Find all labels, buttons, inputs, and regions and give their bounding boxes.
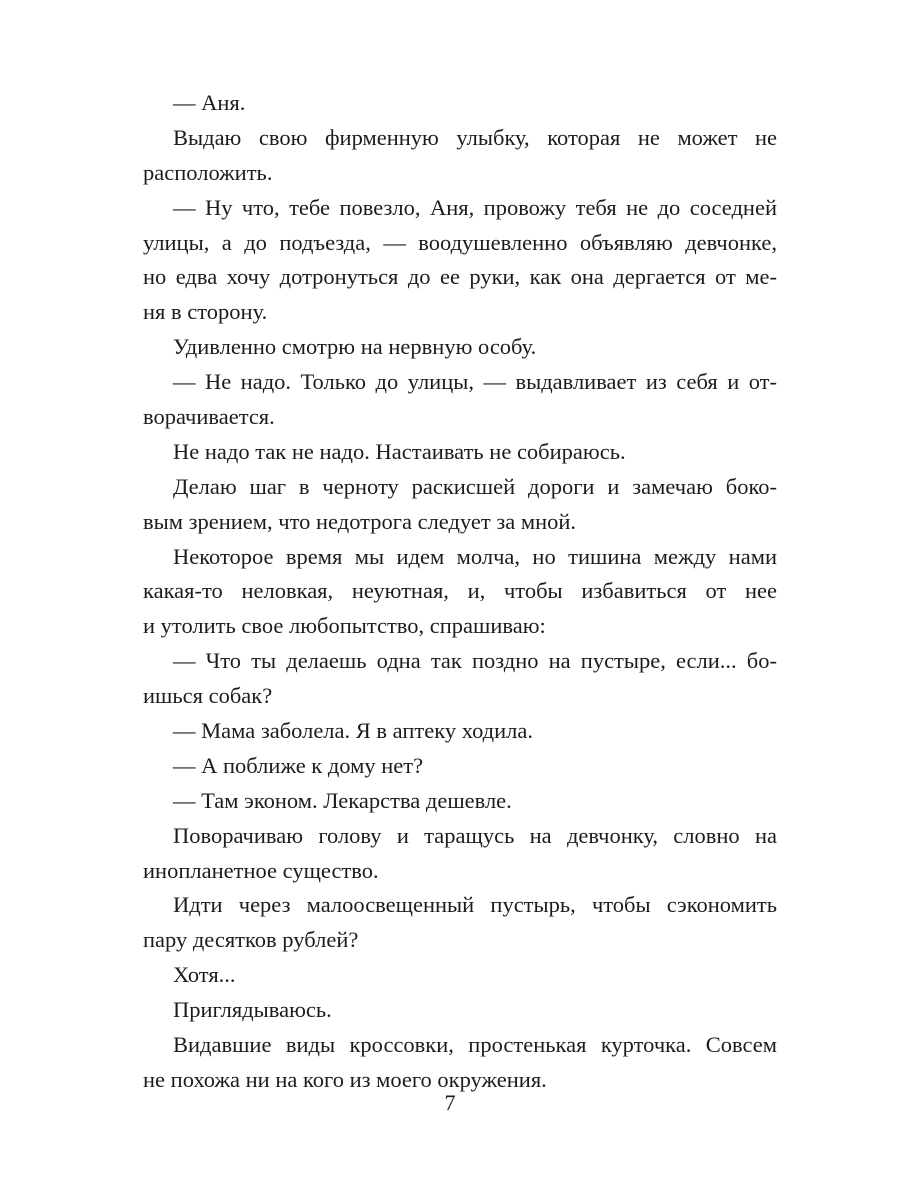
- text-line: ишься собак?: [143, 683, 273, 709]
- text-line: вым зрением, что недотрога следует за мной.: [143, 508, 577, 534]
- text-line: — Там эконом. Лекарства дешевле.: [173, 787, 512, 813]
- text-line: Выдаю свою фирменную улыбку, которая не может не: [173, 124, 777, 150]
- page-body-text: [143, 86, 777, 1098]
- text-line: — Ну что, тебе повезло, Аня, провожу тебя не до соседней: [173, 194, 777, 220]
- text-line: ворачивается.: [143, 404, 275, 430]
- paragraph: [143, 644, 777, 714]
- paragraph: [143, 540, 777, 645]
- paragraph: [143, 365, 777, 435]
- text-line: инопланетное существо.: [143, 857, 379, 883]
- paragraph: [143, 958, 777, 993]
- paragraph: [143, 1028, 777, 1098]
- text-line: Видавшие виды кроссовки, простенькая курточка. Совсем: [173, 1032, 777, 1058]
- paragraph: [143, 784, 777, 819]
- paragraph: [143, 86, 777, 121]
- page-number: 7: [444, 1090, 456, 1115]
- paragraph: [143, 749, 777, 784]
- text-line: улицы, а до подъезда, — воодушевленно объявляю девчонке,: [143, 229, 777, 255]
- text-line: Удивленно смотрю на нервную особу.: [173, 334, 537, 360]
- text-line: — Мама заболела. Я в аптеку ходила.: [173, 718, 534, 744]
- text-line: — А поближе к дому нет?: [173, 752, 424, 778]
- text-line: и утолить свое любопытство, спрашиваю:: [143, 613, 546, 639]
- text-line: какая-то неловкая, неуютная, и, чтобы избавиться от нее: [143, 578, 777, 604]
- paragraph: [143, 435, 777, 470]
- text-line: Некоторое время мы идем молча, но тишина между нами: [173, 543, 777, 569]
- text-line: ня в сторону.: [143, 299, 268, 325]
- paragraph: [143, 470, 777, 540]
- text-line: Идти через малоосвещенный пустырь, чтобы сэкономить: [173, 892, 777, 918]
- text-line: расположить.: [143, 159, 273, 185]
- text-line: — Что ты делаешь одна так поздно на пустыре, если... бо-: [173, 648, 777, 674]
- text-line: Поворачиваю голову и таращусь на девчонку, словно на: [173, 822, 777, 848]
- text-line: — Аня.: [173, 90, 246, 115]
- paragraph: [143, 819, 777, 889]
- text-line: — Не надо. Только до улицы, — выдавливает из себя и от-: [173, 369, 777, 395]
- text-line: но едва хочу дотронуться до ее руки, как она дергается от ме-: [143, 264, 777, 290]
- paragraph: [143, 888, 777, 958]
- text-line: Не надо так не надо. Настаивать не собираюсь.: [173, 438, 626, 464]
- text-line: Делаю шаг в черноту раскисшей дороги и замечаю боко-: [173, 473, 777, 499]
- paragraph: [143, 121, 777, 191]
- text-line: не похожа ни на кого из моего окружения.: [143, 1066, 547, 1092]
- text-line: Хотя...: [173, 962, 236, 988]
- paragraph: [143, 191, 777, 331]
- paragraph: [143, 714, 777, 749]
- text-line: пару десятков рублей?: [143, 927, 359, 953]
- paragraph: [143, 330, 777, 365]
- text-line: Приглядываюсь.: [173, 997, 332, 1023]
- paragraph: [143, 993, 777, 1028]
